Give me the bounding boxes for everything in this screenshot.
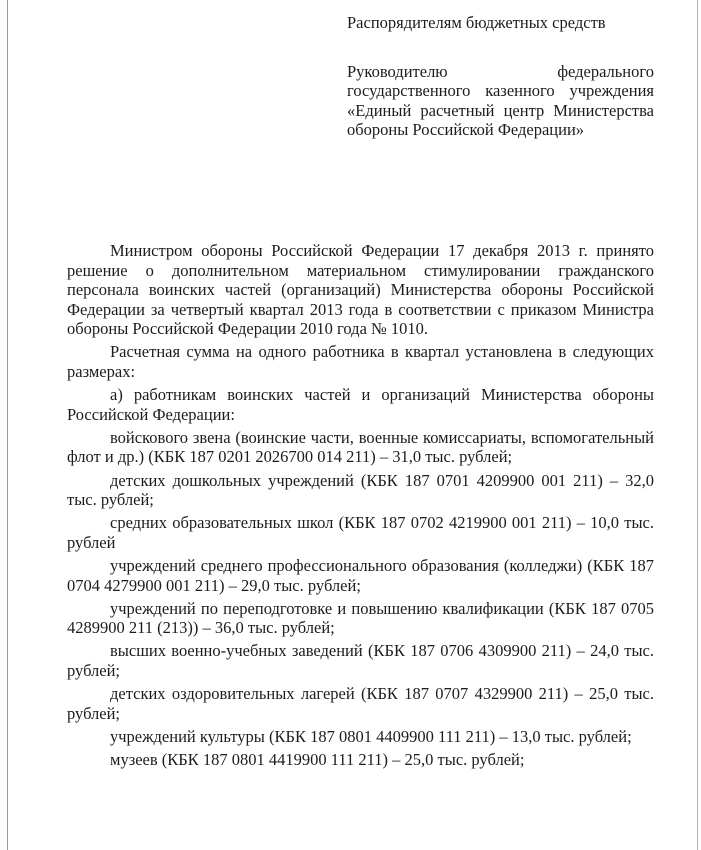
list-item: учреждений среднего профессионального образования (колледжи) (КБК 187 0704 4279900 001 211) – 29,0 тыс. рублей; <box>67 555 654 595</box>
list-item: войскового звена (воинские части, военные комиссариаты, вспомогательный флот и др.) (КБК 187 0201 2026700 014 211) – 31,0 тыс. рублей; <box>67 427 654 467</box>
paragraph-item-a: а) работникам воинских частей и организаций Министерства обороны Российской Федерации: <box>67 385 654 424</box>
list-item: средних образовательных школ (КБК 187 0702 4219900 001 211) – 10,0 тыс. рублей <box>67 513 654 552</box>
addressee-block <box>347 13 654 140</box>
addressee-line-2: Руководителю федерального государственного казенного учреждения «Единый расчетный центр Министерства обороны Российской Федерации» <box>347 61 654 140</box>
list-item: детских оздоровительных лагерей (КБК 187 0707 4329900 211) – 25,0 тыс. рублей; <box>67 683 654 723</box>
list-item: учреждений культуры (КБК 187 0801 4409900 111 211) – 13,0 тыс. рублей; <box>110 726 632 746</box>
paragraph-amount-intro: Расчетная сумма на одного работника в квартал установлена в следующих размерах: <box>67 342 654 382</box>
list-item: высших военно-учебных заведений (КБК 187 0706 4309900 211) – 24,0 тыс. рублей; <box>67 641 654 680</box>
page-left-edge <box>7 0 8 850</box>
list-item: музеев (КБК 187 0801 4419900 111 211) – 25,0 тыс. рублей; <box>110 749 525 769</box>
list-item: учреждений по переподготовке и повышению квалификации (КБК 187 0705 4289900 211 (213)) – 36,0 тыс. рублей; <box>67 598 654 638</box>
list-item: детских дошкольных учреждений (КБК 187 0701 4209900 001 211) – 32,0 тыс. рублей; <box>67 470 654 510</box>
page-right-edge <box>697 0 698 850</box>
paragraph-decision: Министром обороны Российской Федерации 17 декабря 2013 г. принято решение о дополнительном материальном стимулировании гражданского персонала воинских частей (организаций) Министерства обороны Российской Федерации за четвертый квартал 2013 года в соответствии с приказом Министра обороны Российской Федерации 2010 года № 1010. <box>67 241 654 339</box>
document-body <box>67 241 654 773</box>
addressee-line-1: Распорядителям бюджетных средств <box>347 13 606 32</box>
